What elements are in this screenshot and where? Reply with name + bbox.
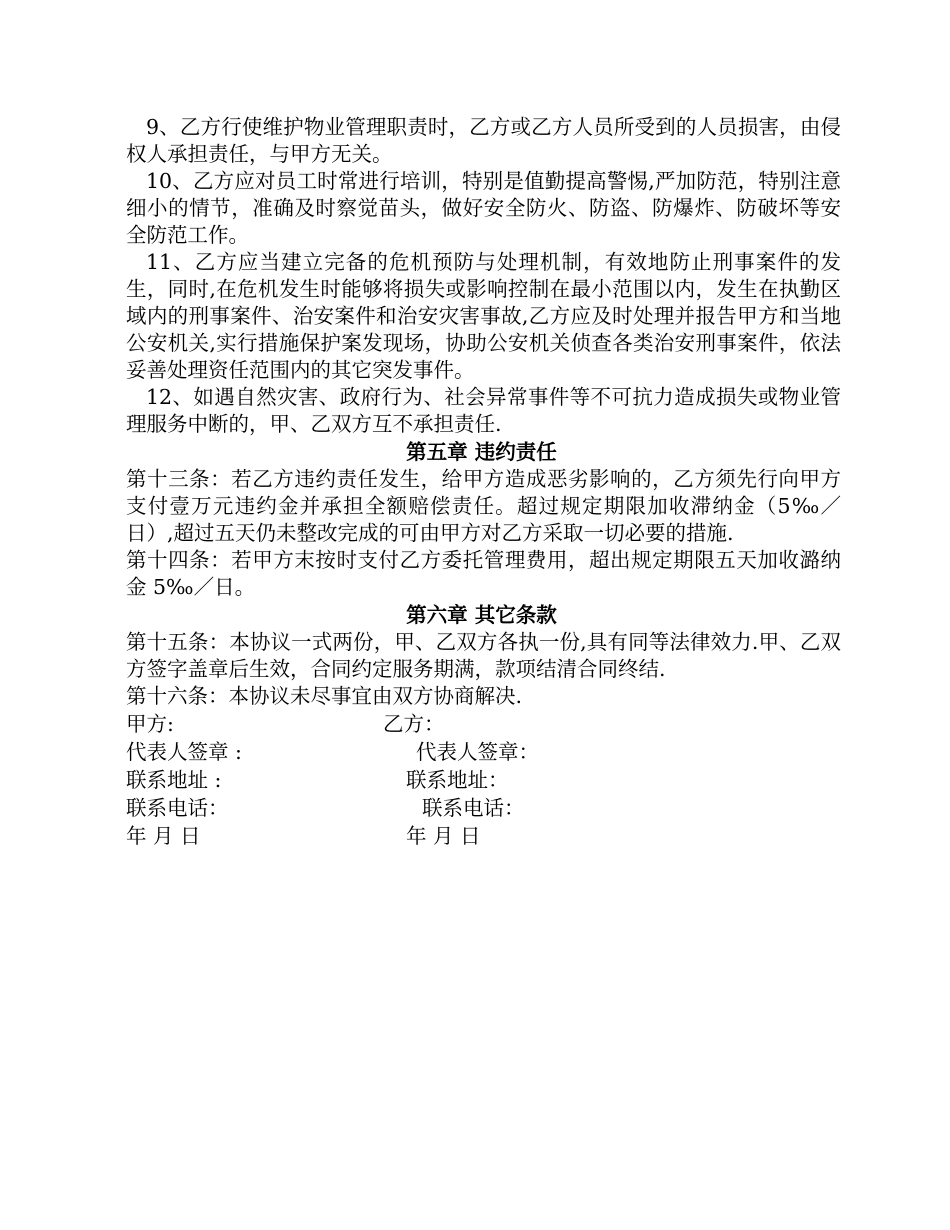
representative-row — [126, 738, 841, 766]
date-a-label: 年 月 日 — [126, 824, 201, 848]
chapter-5-title: 第五章 违约责任 — [406, 440, 557, 464]
party-a-label: 甲方: — [126, 712, 174, 736]
phone-row — [126, 794, 841, 822]
rep-a-label: 代表人签章 : — [126, 740, 242, 764]
date-b-label: 年 月 日 — [406, 824, 481, 848]
phone-b-label: 联系电话： — [422, 796, 525, 820]
addr-b-label: 联系地址： — [406, 768, 509, 792]
article-15: 第十五条：本协议一式两份，甲、乙双方各执一份,具有同等法律效力.甲、乙双方签字盖章后生效，合同约定服务期满，款项结清合同终结. — [126, 630, 841, 681]
party-b-label: 乙方： — [383, 712, 445, 736]
chapter-6-title: 第六章 其它条款 — [406, 603, 557, 627]
party-row — [126, 710, 841, 738]
address-row — [126, 766, 841, 794]
clause-9: 9、乙方行使维护物业管理职责时，乙方或乙方人员所受到的人员损害，由侵权人承担责任，与甲方无关。 — [126, 115, 841, 166]
article-14: 第十四条：若甲方末按时支付乙方委托管理费用，超出规定期限五天加收潞纳金 5‰／日。 — [126, 548, 841, 599]
rep-b-label: 代表人签章： — [416, 740, 539, 764]
phone-a-label: 联系电话： — [126, 796, 229, 820]
clause-12: 12、如遇自然灾害、政府行为、社会异常事件等不可抗力造成损失或物业管理服务中断的，甲、乙双方互不承担责任. — [126, 385, 841, 436]
article-16: 第十六条：本协议未尽事宜由双方协商解决. — [126, 684, 523, 708]
date-row — [126, 822, 841, 850]
addr-a-label: 联系地址 : — [126, 768, 222, 792]
clause-10: 10、乙方应对员工时常进行培训，特别是值勤提高警惕,严加防范，特别注意细小的情节，准确及时察觉苗头，做好安全防火、防盗、防爆炸、防破坏等安全防范工作。 — [126, 169, 841, 247]
clause-11: 11、乙方应当建立完备的危机预防与处理机制，有效地防止刑事案件的发生，同时,在危机发生时能够将损失或影响控制在最小范围以内，发生在执勤区域内的刑事案件、治安案件和治安灾害事故,乙方应及时处理并报告甲方和当地公安机关,实行措施保护案发现场，协助公安机关侦查各类治安刑事案件，依法妥善处理资任范围内的其它突发事件。 — [126, 250, 841, 382]
article-13: 第十三条：若乙方违约责任发生，给甲方造成恶劣影响的，乙方须先行向甲方支付壹万元违约金并承担全额赔偿责任。超过规定期限加收滞纳金（5‰／日）,超过五天仍未整改完成的可由甲方对乙方采取一切必要的措施. — [126, 467, 841, 545]
signature-block — [126, 710, 841, 850]
contract-page — [126, 114, 841, 850]
